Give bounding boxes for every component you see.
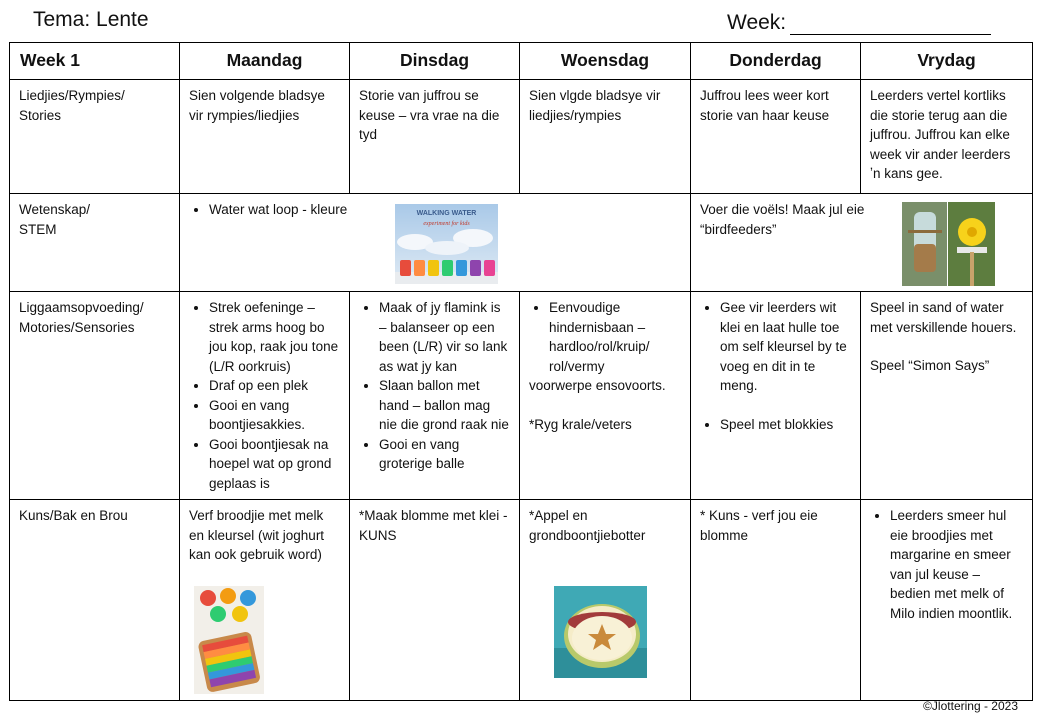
cell-pe-monday — [180, 292, 350, 500]
list-item: • Gooi boontjiesak na hoepel wat op grond geplaas is — [209, 435, 340, 494]
row-label-science-line2: STEM — [19, 221, 57, 237]
row-label-science — [10, 194, 180, 292]
rainbow-toast-photo — [194, 586, 264, 694]
list-item: • Slaan ballon met hand – ballon mag nie die grond raak nie — [379, 376, 510, 435]
birdfeeder-text: Voer die voëls! Maak jul eie “birdfeeders” — [700, 202, 865, 237]
row-label-pe: Liggaamsopvoeding/ Motories/Sensories — [10, 292, 180, 500]
cup-purple — [470, 260, 481, 276]
art-monday-text: Verf broodjie met melk en kleursel (wit joghurt kan ook gebruik word) — [189, 508, 325, 562]
header-row — [10, 43, 1033, 80]
cell-science-thu-fri — [691, 194, 1033, 292]
cell-art-wednesday — [520, 500, 691, 701]
column-header-monday: Maandag — [180, 43, 350, 80]
apple-sandwich-photo — [554, 586, 647, 678]
pe-friday-text-2: Speel “Simon Says” — [870, 358, 990, 373]
cell-pe-wednesday — [520, 292, 691, 500]
cell-songs-thursday: Juffrou lees weer kort storie van haar keuse — [691, 80, 861, 194]
column-header-wednesday: Woensdag — [520, 43, 691, 80]
cell-science-mon-wed — [180, 194, 691, 292]
table-row-songs — [10, 80, 1033, 194]
cell-pe-thursday — [691, 292, 861, 500]
cup-green — [442, 260, 453, 276]
science-bullet: • Water wat loop - kleure — [209, 200, 681, 220]
cell-songs-wednesday: Sien vlgde bladsye vir liedjies/rympies — [520, 80, 691, 194]
row-label-songs: Liedjies/Rympies/ Stories — [10, 80, 180, 194]
list-item: • Leerders smeer hul eie broodjies met margarine en smeer van jul keuse – bedien met melk of Milo indien moontlik. — [890, 506, 1023, 623]
art-wednesday-text: *Appel en grondboontjiebotter — [529, 508, 646, 543]
list-item: • Eenvoudige hindernisbaan – hardloo/rol/kruip/ rol/vermy — [549, 298, 681, 376]
pe-friday-text-1: Speel in sand of water met verskillende houers. — [870, 300, 1017, 335]
list-item: • Strek oefeninge – strek arms hoog bo jou kop, raak jou tone (L/R oorkruis) — [209, 298, 340, 376]
pe-wednesday-extra: *Ryg krale/veters — [529, 416, 632, 432]
column-header-tuesday: Dinsdag — [350, 43, 520, 80]
pe-wednesday-text: voorwerpe ensovoorts. — [529, 378, 666, 393]
column-header-thursday: Donderdag — [691, 43, 861, 80]
cell-art-thursday: * Kuns - verf jou eie blomme — [691, 500, 861, 701]
poster-subtitle: experiment for kids — [423, 221, 470, 227]
page-title: Tema: Lente — [33, 8, 149, 31]
list-item: • Maak of jy flamink is – balanseer op een been (L/R) vir so lank as wat jy kan — [379, 298, 510, 376]
birdfeeder-photo — [902, 202, 995, 286]
list-item: • Gooi en vang boontjiesakkies. — [209, 396, 340, 435]
table-row-art — [10, 500, 1033, 701]
table-row-pe — [10, 292, 1033, 500]
table-row-science — [10, 194, 1033, 292]
list-item: • Gee vir leerders wit klei en laat hulle toe om self kleursel by te voeg en dit in te meng. — [720, 298, 851, 396]
row-label-art: Kuns/Bak en Brou — [10, 500, 180, 701]
cell-art-tuesday: *Maak blomme met klei - KUNS — [350, 500, 520, 701]
walking-water-photo — [395, 204, 498, 284]
week-blank-line — [790, 34, 991, 35]
list-item: • Speel met blokkies — [720, 415, 851, 435]
cup-blue — [456, 260, 467, 276]
cup-orange — [414, 260, 425, 276]
lesson-plan-table — [9, 42, 1033, 701]
cell-pe-friday — [861, 292, 1033, 500]
cell-art-monday — [180, 500, 350, 701]
copyright-footer: ©Jlottering - 2023 — [923, 699, 1018, 713]
cup-red — [400, 260, 411, 276]
column-header-week: Week 1 — [10, 43, 180, 80]
cell-pe-tuesday — [350, 292, 520, 500]
list-item: • Gooi en vang groterige balle — [379, 435, 510, 474]
cell-songs-tuesday: Storie van juffrou se keuse – vra vrae na die tyd — [350, 80, 520, 194]
week-label: Week: — [727, 11, 787, 34]
cup-yellow — [428, 260, 439, 276]
cup-pink — [484, 260, 495, 276]
column-header-friday: Vrydag — [861, 43, 1033, 80]
cell-art-friday — [861, 500, 1033, 701]
poster-title: WALKING WATER — [416, 210, 477, 217]
list-item: • Draf op een plek — [209, 376, 340, 396]
cell-songs-monday: Sien volgende bladsye vir rympies/liedjies — [180, 80, 350, 194]
row-label-science-line1: Wetenskap/ — [19, 202, 91, 217]
cell-songs-friday: Leerders vertel kortliks die storie terug aan die juffrou. Juffrou kan elke week vir ander leerders ʼn kans gee. — [861, 80, 1033, 194]
